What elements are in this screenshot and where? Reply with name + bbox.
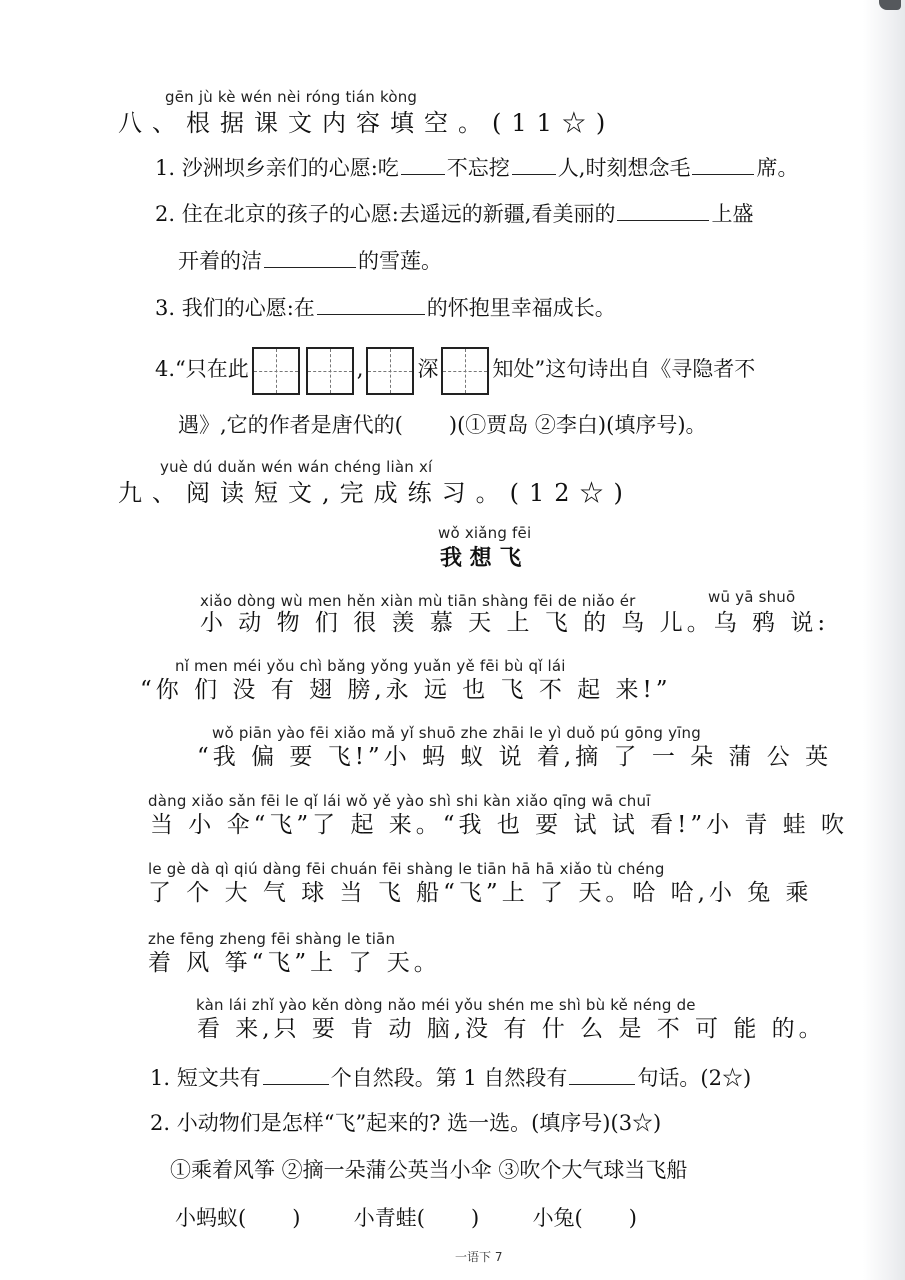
tianzige-box-4[interactable] bbox=[441, 347, 489, 395]
p3-line: 看 来,只 要 肯 动 脑,没 有 什 么 是 不 可 能 的。 bbox=[197, 1016, 826, 1042]
s8-q3-blank[interactable] bbox=[317, 292, 425, 315]
tianzige-box-2[interactable] bbox=[306, 347, 354, 395]
rabbit-label: 小兔( bbox=[532, 1206, 583, 1230]
s8-q4-text-a: 4.“只在此 bbox=[155, 357, 249, 381]
s8-question-3 bbox=[155, 292, 616, 323]
s9-q1-text-b: 个自然段。第 1 自然段有 bbox=[330, 1066, 568, 1090]
s8-q1-text-d: 席。 bbox=[756, 156, 799, 180]
s9-q1-blank-1[interactable] bbox=[263, 1062, 329, 1085]
s8-q4-deep: 深 bbox=[417, 357, 439, 381]
s8-q1-blank-2[interactable] bbox=[512, 152, 556, 175]
s8-question-1 bbox=[155, 152, 798, 183]
s9-q1-text-c: 句话。(2☆) bbox=[637, 1066, 752, 1090]
s9-options: ①乘着风筝 ②摘一朵蒲公英当小伞 ③吹个大气球当飞船 bbox=[170, 1158, 688, 1182]
section8-title: 八、根据课文内容填空。(11☆) bbox=[118, 109, 616, 137]
frog-label: 小青蛙( bbox=[353, 1206, 425, 1230]
s8-question-4 bbox=[155, 345, 755, 395]
scan-mark bbox=[879, 0, 901, 10]
s9-q1-text-a: 1. 短文共有 bbox=[150, 1066, 261, 1090]
story-title: 我 想 飞 bbox=[440, 545, 522, 571]
s8-q4-comma: , bbox=[356, 357, 364, 381]
p3-pinyin: kàn lái zhǐ yào kěn dòng nǎo méi yǒu shén me shì bù kě néng de bbox=[196, 996, 696, 1014]
s9-question-1 bbox=[150, 1062, 751, 1093]
s8-q2-blank-1[interactable] bbox=[617, 198, 709, 221]
p2-pinyin-2: dàng xiǎo sǎn fēi le qǐ lái wǒ yě yào shì shi kàn xiǎo qīng wā chuī bbox=[148, 792, 651, 810]
ant-label: 小蚂蚁( bbox=[175, 1206, 247, 1230]
s9-answer-row bbox=[175, 1203, 637, 1233]
s8-q4-text-b: 知处”这句诗出自《寻隐者不 bbox=[492, 357, 756, 381]
s8-q4-text-d: )(①贾岛 ②李白)(填序号)。 bbox=[448, 413, 707, 437]
tianzige-box-1[interactable] bbox=[252, 347, 300, 395]
s8-q2-text-a: 2. 住在北京的孩子的心愿:去遥远的新疆,看美丽的 bbox=[155, 202, 616, 226]
story-title-pinyin: wǒ xiǎng fēi bbox=[438, 524, 532, 542]
section9-pinyin: yuè dú duǎn wén wán chéng liàn xí bbox=[160, 458, 433, 476]
p2-line-3: 了 个 大 气 球 当 飞 船“飞”上 了 天。哈 哈,小 兔 乘 bbox=[148, 880, 813, 906]
s8-q1-blank-1[interactable] bbox=[401, 152, 445, 175]
p1-line-1: 小 动 物 们 很 羡 慕 天 上 飞 的 鸟 儿。乌 鸦 说: bbox=[200, 610, 830, 636]
p1-pinyin-2: wū yā shuō bbox=[708, 588, 796, 606]
page-footer: 一语下 7 bbox=[455, 1250, 503, 1264]
p1-pinyin-1: xiǎo dòng wù men hěn xiàn mù tiān shàng fēi de niǎo ér bbox=[200, 592, 636, 610]
s9-question-2: 2. 小动物们是怎样“飞”起来的? 选一选。(填序号)(3☆) bbox=[150, 1111, 662, 1135]
s8-q1-text-b: 不忘挖 bbox=[446, 156, 510, 180]
p2-line-2: 当 小 伞“飞”了 起 来。“我 也 要 试 试 看!”小 青 蛙 吹 bbox=[150, 812, 849, 838]
s8-q3-text-a: 3. 我们的心愿:在 bbox=[155, 296, 315, 320]
s8-q2-text-d: 的雪莲。 bbox=[358, 249, 442, 273]
s8-q4-text-c: 遇》,它的作者是唐代的( bbox=[178, 413, 403, 437]
s9-q1-blank-2[interactable] bbox=[569, 1062, 635, 1085]
section9-title: 九、阅读短文,完成练习。(12☆) bbox=[118, 479, 633, 507]
s8-question-2-cont bbox=[178, 245, 442, 276]
s8-q2-blank-2[interactable] bbox=[264, 245, 356, 268]
p1-pinyin-3: nǐ men méi yǒu chì bǎng yǒng yuǎn yě fēi bù qǐ lái bbox=[175, 657, 566, 675]
p2-line-1: “我 偏 要 飞!”小 蚂 蚁 说 着,摘 了 一 朵 蒲 公 英 bbox=[197, 744, 833, 770]
p2-line-4: 着 风 筝“飞”上 了 天。 bbox=[148, 950, 441, 976]
frog-close: ) bbox=[470, 1206, 480, 1230]
section8-pinyin: gēn jù kè wén nèi róng tián kòng bbox=[165, 88, 418, 106]
s8-q2-text-b: 上盛 bbox=[711, 202, 754, 226]
s8-q1-text-c: 人,时刻想念毛 bbox=[557, 156, 691, 180]
scan-edge bbox=[863, 0, 905, 1280]
p2-pinyin-4: zhe fēng zheng fēi shàng le tiān bbox=[148, 930, 396, 948]
p1-line-2: “你 们 没 有 翅 膀,永 远 也 飞 不 起 来!” bbox=[140, 677, 672, 703]
tianzige-box-3[interactable] bbox=[366, 347, 414, 395]
p2-pinyin-3: le gè dà qì qiú dàng fēi chuán fēi shàng le tiān hā hā xiǎo tù chéng bbox=[148, 860, 665, 878]
rabbit-close: ) bbox=[628, 1206, 637, 1230]
s8-question-4-cont bbox=[178, 410, 707, 440]
s8-q2-text-c: 开着的洁 bbox=[178, 249, 262, 273]
s8-q1-text-a: 1. 沙洲坝乡亲们的心愿:吃 bbox=[155, 156, 399, 180]
ant-close: ) bbox=[292, 1206, 301, 1230]
s8-question-2 bbox=[155, 198, 753, 229]
p2-pinyin-1: wǒ piān yào fēi xiǎo mǎ yǐ shuō zhe zhāi le yì duǒ pú gōng yīng bbox=[212, 724, 701, 742]
s8-q1-blank-3[interactable] bbox=[692, 152, 754, 175]
s8-q3-text-b: 的怀抱里幸福成长。 bbox=[426, 296, 616, 320]
